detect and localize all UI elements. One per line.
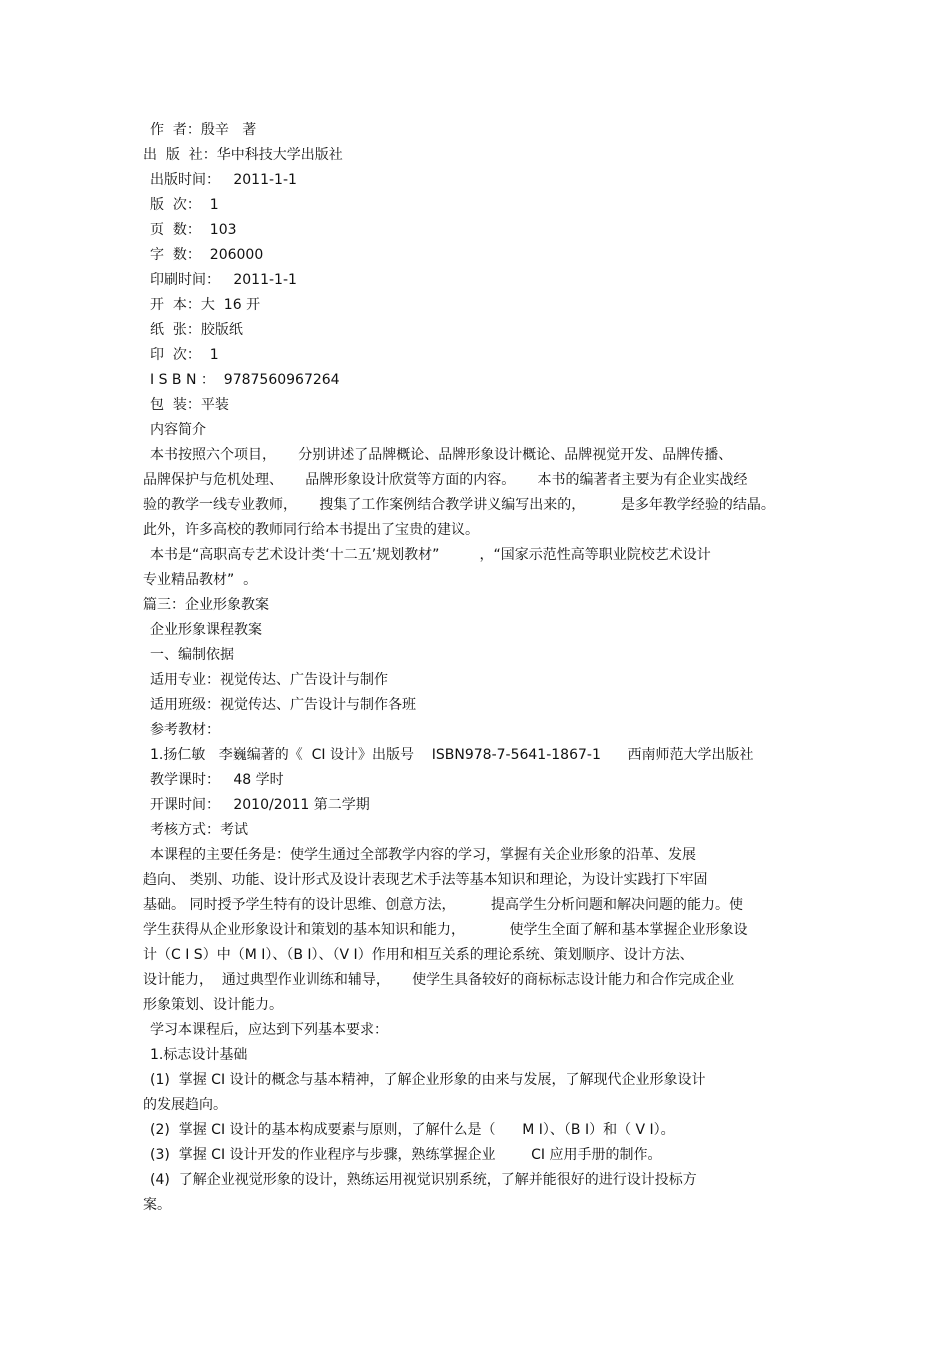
requirement-item: (2) 掌握 CI 设计的基本构成要素与原则，了解什么是（ M I）、（B I）和（ V I）。 xyxy=(150,1122,675,1138)
pages-line: 页 数： 103 xyxy=(150,222,237,238)
summary-paragraph-line: 验的教学一线专业教师， 搜集了工作案例结合教学讲义编写出来的， 是多年教学经验的结晶。 xyxy=(143,497,775,513)
series-paragraph-line: 本书是“高职高专艺术设计类‘十二五’规划教材” ，“国家示范性高等职业院校艺术设计 xyxy=(150,547,711,563)
task-paragraph-line: 学生获得从企业形象设计和策划的基本知识和能力， 使学生全面了解和基本掌握企业形象设 xyxy=(143,922,748,938)
requirements-intro: 学习本课程后，应达到下列基本要求： xyxy=(150,1022,388,1038)
task-paragraph-line: 设计能力， 通过典型作业训练和辅导， 使学生具备较好的商标标志设计能力和合作完成企业 xyxy=(143,972,735,988)
summary-paragraph-line: 本书按照六个项目， 分别讲述了品牌概论、品牌形象设计概论、品牌视觉开发、品牌传播、 xyxy=(150,447,733,463)
exam-line: 考核方式：考试 xyxy=(150,822,248,838)
publisher-line: 出 版 社：华中科技大学出版社 xyxy=(143,147,343,163)
task-paragraph-line: 基础。 同时授予学生特有的设计思维、创意方法， 提高学生分析问题和解决问题的能力。使 xyxy=(143,897,744,913)
word-count-line: 字 数： 206000 xyxy=(150,247,264,263)
task-paragraph-line: 本课程的主要任务是：使学生通过全部教学内容的学习，掌握有关企业形象的沿革、发展 xyxy=(150,847,696,863)
summary-paragraph-line: 品牌保护与危机处理、 品牌形象设计欣赏等方面的内容。 本书的编著者主要为有企业实战经 xyxy=(143,472,748,488)
textbook-line: 1.扬仁敏 李巍编著的《 CI 设计》出版号 ISBN978-7-5641-1867-1 西南师范大学出版社 xyxy=(150,747,754,763)
requirements-subheading: 1.标志设计基础 xyxy=(150,1047,248,1063)
summary-paragraph-line: 此外，许多高校的教师同行给本书提出了宝贵的建议。 xyxy=(143,522,479,538)
publish-date-line: 出版时间： 2011-1-1 xyxy=(150,172,297,188)
requirement-item: (4) 了解企业视觉形象的设计，熟练运用视觉识别系统，了解并能很好的进行设计投标方 xyxy=(150,1172,697,1188)
printing-line: 印 次： 1 xyxy=(150,347,219,363)
task-paragraph-line: 趋向、 类别、功能、设计形式及设计表现艺术手法等基本知识和理论，为设计实践打下牢固 xyxy=(143,872,708,888)
course-title: 企业形象课程教案 xyxy=(150,622,262,638)
edition-line: 版 次： 1 xyxy=(150,197,219,213)
basis-heading: 一、编制依据 xyxy=(150,647,234,663)
hours-line: 教学课时： 48 学时 xyxy=(150,772,284,788)
requirement-item-continued: 的发展趋向。 xyxy=(143,1097,227,1113)
section-title: 篇三：企业形象教案 xyxy=(143,597,269,613)
format-line: 开 本：大 16 开 xyxy=(150,297,261,313)
binding-line: 包 装：平装 xyxy=(150,397,229,413)
term-line: 开课时间： 2010/2011 第二学期 xyxy=(150,797,370,813)
summary-heading: 内容简介 xyxy=(150,422,206,438)
major-line: 适用专业：视觉传达、广告设计与制作 xyxy=(150,672,388,688)
class-line: 适用班级：视觉传达、广告设计与制作各班 xyxy=(150,697,416,713)
author-line: 作 者：殷辛 著 xyxy=(150,122,257,138)
series-paragraph-line: 专业精品教材” 。 xyxy=(143,572,258,588)
paper-line: 纸 张：胶版纸 xyxy=(150,322,243,338)
print-date-line: 印刷时间： 2011-1-1 xyxy=(150,272,297,288)
isbn-line: I S B N ： 9787560967264 xyxy=(150,372,340,388)
task-paragraph-line: 形象策划、设计能力。 xyxy=(143,997,283,1013)
requirement-item: (3) 掌握 CI 设计开发的作业程序与步骤，熟练掌握企业 CI 应用手册的制作。 xyxy=(150,1147,662,1163)
textbook-heading: 参考教材： xyxy=(150,722,220,738)
requirement-item: (1) 掌握 CI 设计的概念与基本精神，了解企业形象的由来与发展，了解现代企业形象设计 xyxy=(150,1072,706,1088)
task-paragraph-line: 计（C I S）中（M I）、（B I）、（V I）作用和相互关系的理论系统、策划顺序、设计方法、 xyxy=(143,947,694,963)
requirement-item-continued: 案。 xyxy=(143,1197,171,1213)
